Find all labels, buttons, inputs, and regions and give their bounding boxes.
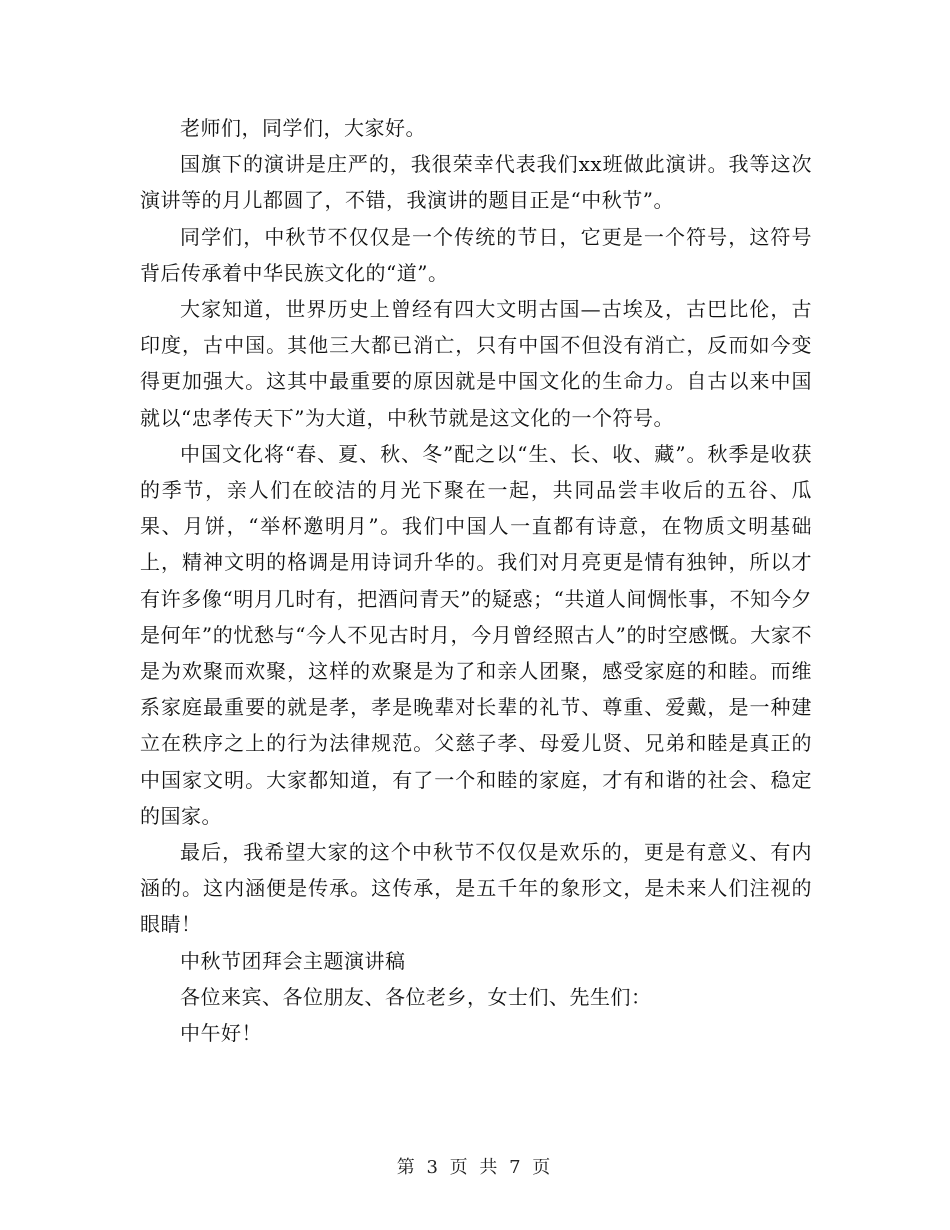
paragraph-symbol: 同学们，中秋节不仅仅是一个传统的节日，它更是一个符号，这符号背后传承着中华民族文化的“道”。 [140,224,812,285]
paragraph-greeting: 老师们，同学们，大家好。 [180,116,426,140]
footer-prefix: 第 [396,1157,418,1178]
footer-total-label: 共 [479,1157,501,1178]
paragraph-good-noon: 中午好！ [180,1021,262,1046]
paragraph-salutation: 各位来宾、各位朋友、各位老乡，女士们、先生们： [180,984,652,1009]
footer-total-pages: 7 [509,1157,524,1178]
paragraph-conclusion: 最后，我希望大家的这个中秋节不仅仅是欢乐的，更是有意义、有内涵的。这内涵便是传承。这传承，是五千年的象形文，是未来人们注视的眼睛！ [140,840,812,937]
paragraph-intro: 国旗下的演讲是庄严的，我很荣幸代表我们xx班做此演讲。我等这次演讲等的月儿都圆了，不错，我演讲的题目正是“中秋节”。 [140,152,812,213]
footer-current-page: 3 [426,1157,441,1178]
footer-suffix: 页 [532,1157,554,1178]
section-title: 中秋节团拜会主题演讲稿 [180,948,406,973]
page-footer [0,1153,950,1179]
paragraph-culture: 中国文化将“春、夏、秋、冬”配之以“生、长、收、藏”。秋季是收获的季节，亲人们在皎洁的月光下聚在一起，共同品尝丰收后的五谷、瓜果、月饼，“举杯邀明月”。我们中国人一直都有诗意，在物质文明基础上，精神文明的格调是用诗词升华的。我们对月亮更是情有独钟，所以才有许多像“明月几时有，把酒问青天”的疑惑；“共道人间惆怅事，不知今夕是何年”的忧愁与“今人不见古时月，今月曾经照古人”的时空感慨。大家不是为欢聚而欢聚，这样的欢聚是为了和亲人团聚，感受家庭的和睦。而维系家庭最重要的就是孝，孝是晚辈对长辈的礼节、尊重、爱戴，是一种建立在秩序之上的行为法律规范。父慈子孝、母爱儿贤、兄弟和睦是真正的中国家文明。大家都知道，有了一个和睦的家庭，才有和谐的社会、稳定的国家。 [140,441,812,828]
footer-page-label: 页 [449,1157,471,1178]
document-body [140,110,812,1051]
paragraph-civilizations: 大家知道，世界历史上曾经有四大文明古国—古埃及，古巴比伦，古印度，古中国。其他三大都已消亡，只有中国不但没有消亡，反而如今变得更加强大。这其中最重要的原因就是中国文化的生命力。自古以来中国就以“忠孝传天下”为大道，中秋节就是这文化的一个符号。 [140,297,812,430]
